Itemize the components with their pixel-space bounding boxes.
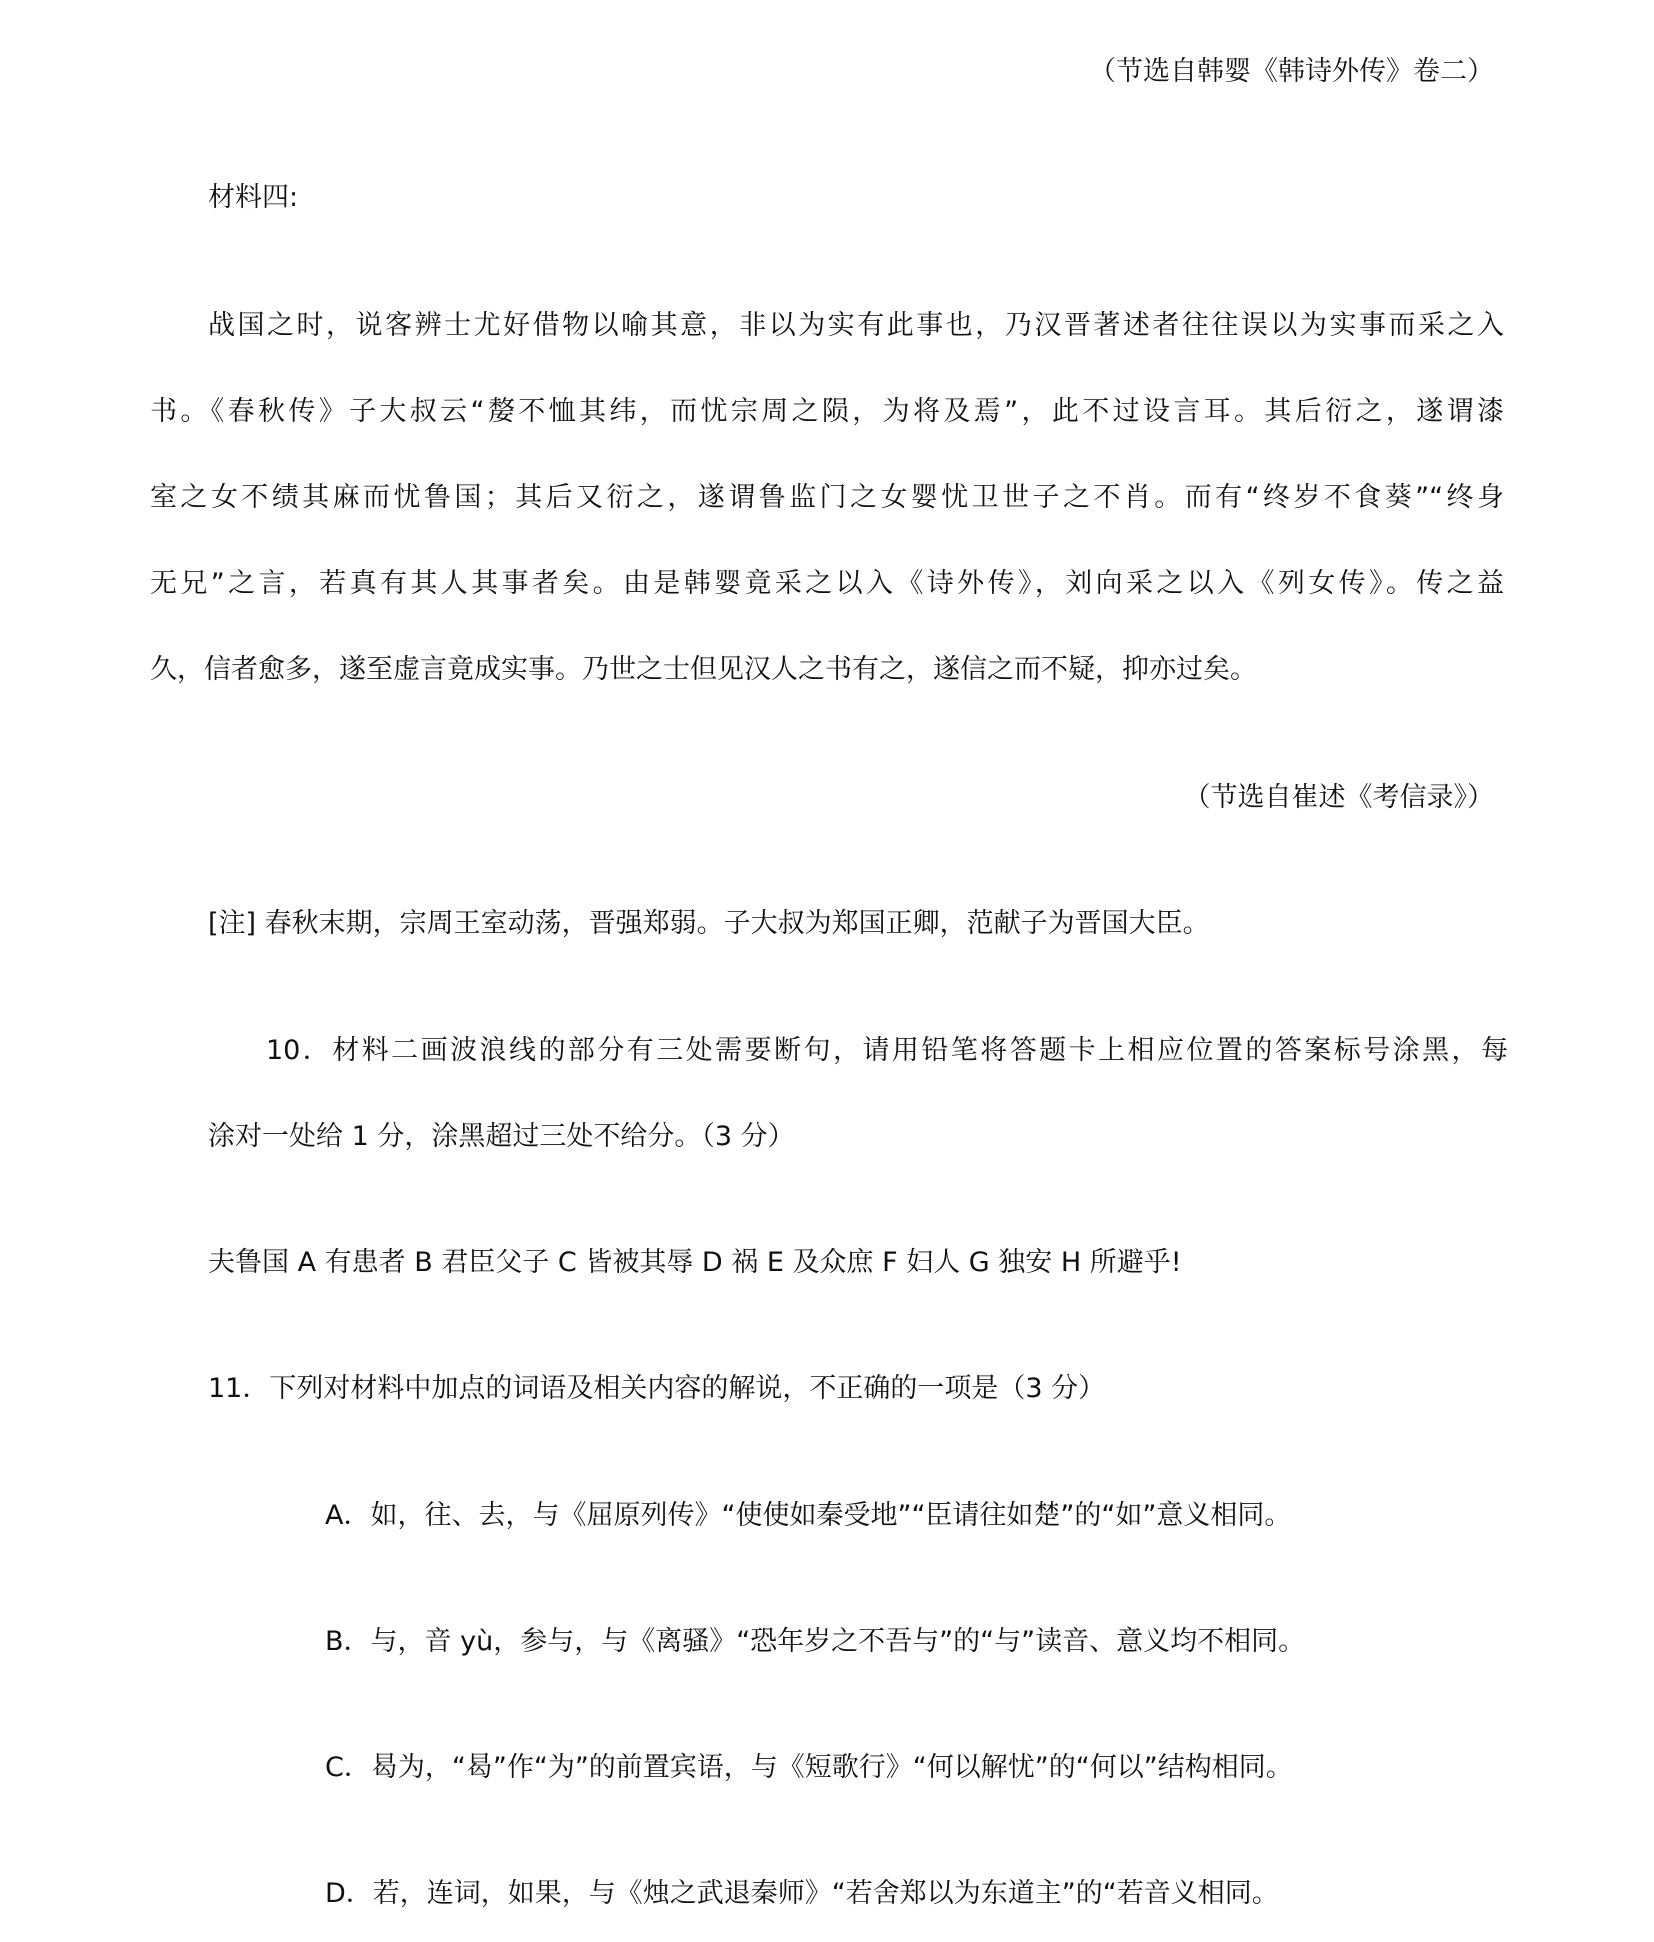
annotation-note: [注] 春秋末期，宗周王室动荡，晋强郑弱。子大叔为郑国正卿，范献子为晋国大臣。 — [208, 908, 1210, 939]
option-c: C．曷为，“曷”作“为”的前置宾语，与《短歌行》“何以解忧”的“何以”结构相同。 — [325, 1752, 1293, 1783]
passage-line: 书。《春秋传》子大叔云“嫠不恤其纬，而忧宗周之陨，为将及焉”，此不过设言耳。其后衍之，遂谓漆 — [150, 396, 1504, 427]
question-10-sentence: 夫鲁国 A 有患者 B 君臣父子 C 皆被其辱 D 祸 E 及众庶 F 妇人 G 独安 H 所避乎! — [208, 1247, 1182, 1278]
question-10-line: 10．材料二画波浪线的部分有三处需要断句，请用铅笔将答题卡上相应位置的答案标号涂黑，每 — [266, 1035, 1508, 1066]
question-11-stem: 11．下列对材料中加点的词语及相关内容的解说，不正确的一项是（3 分） — [208, 1373, 1106, 1404]
passage-line: 战国之时，说客辨士尤好借物以喻其意，非以为实有此事也，乃汉晋著述者往往误以为实事而采之入 — [208, 310, 1504, 341]
option-d: D．若，连词，如果，与《烛之武退秦师》“若舍郑以为东道主”的“若音义相同。 — [325, 1878, 1279, 1909]
material-heading: 材料四: — [208, 182, 299, 213]
option-a: A．如，往、去，与《屈原列传》“使使如秦受地”“臣请往如楚”的“如”意义相同。 — [325, 1500, 1292, 1531]
option-b: B．与，音 yù，参与，与《离骚》“恐年岁之不吾与”的“与”读音、意义均不相同。 — [325, 1626, 1306, 1657]
source-citation-2: （节选自崔述《考信录》） — [1183, 782, 1494, 813]
question-10-line: 涂对一处给 1 分，涂黑超过三处不给分。（3 分） — [208, 1121, 795, 1152]
source-citation-1: （节选自韩婴《韩诗外传》卷二） — [1089, 56, 1494, 87]
passage-line: 久，信者愈多，遂至虚言竟成实事。乃世之士但见汉人之书有之，遂信之而不疑，抑亦过矣。 — [150, 654, 1257, 685]
passage-line: 无兄”之言，若真有其人其事者矣。由是韩婴竟采之以入《诗外传》，刘向采之以入《列女传》。传之益 — [150, 568, 1504, 599]
passage-line: 室之女不绩其麻而忧鲁国；其后又衍之，遂谓鲁监门之女婴忧卫世子之不肖。而有“终岁不食葵”“终身 — [150, 482, 1504, 513]
